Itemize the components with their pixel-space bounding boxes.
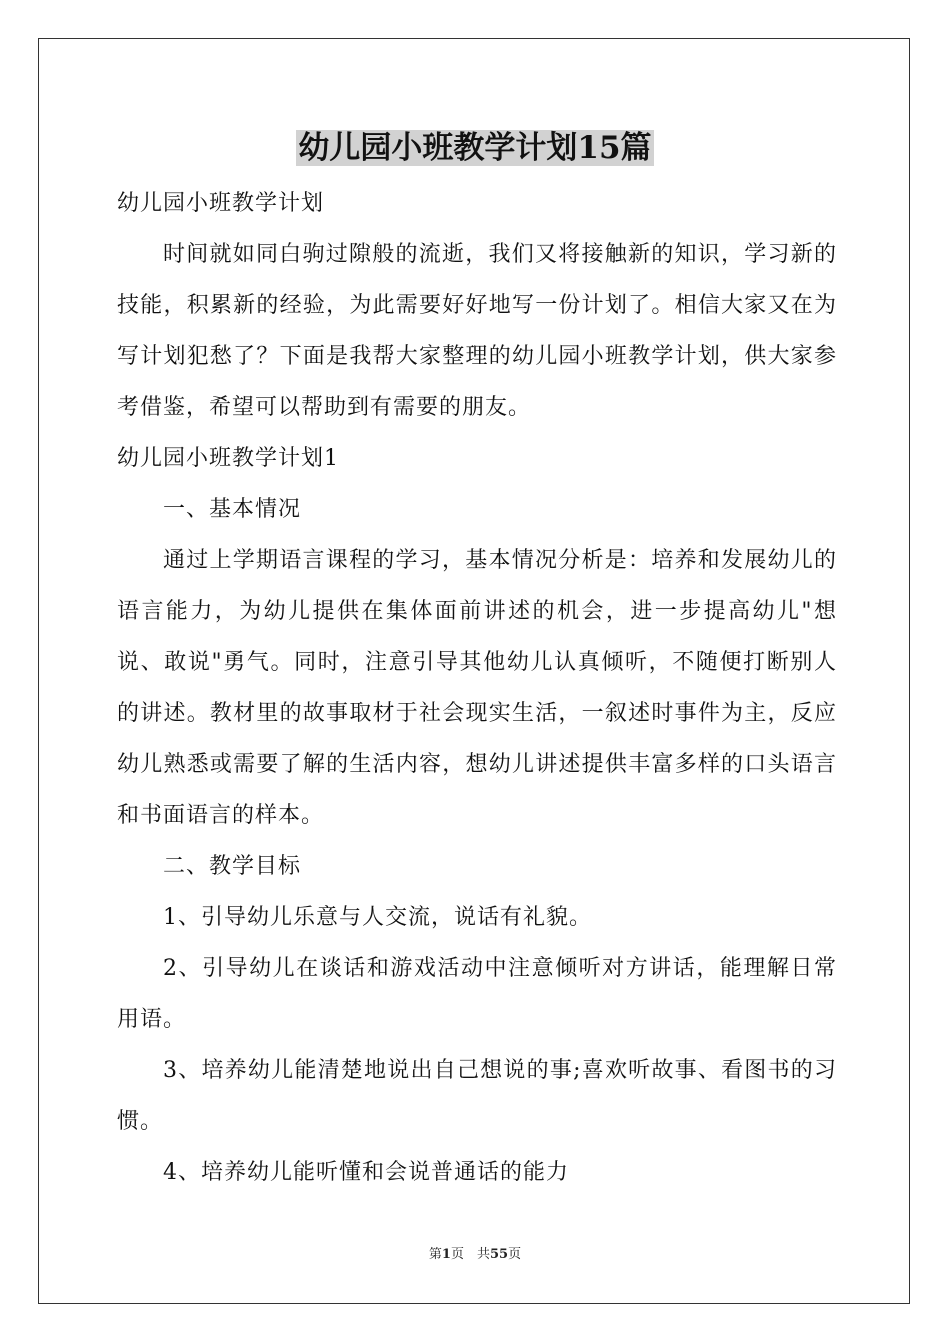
paragraph-goal-1: 1、引导幼儿乐意与人交流，说话有礼貌。 <box>163 905 592 930</box>
document-title <box>0 126 950 170</box>
footer-page-prefix: 第 <box>428 1247 442 1262</box>
paragraph-intro: 时间就如同白驹过隙般的流逝，我们又将接触新的知识，学习新的技能，积累新的经验，为此需要好好地写一份计划了。相信大家又在为写计划犯愁了？下面是我帮大家整理的幼儿园小班教学计划，供大家参考借鉴，希望可以帮助到有需要的朋友。 <box>117 242 837 420</box>
footer-page-current: 1 <box>441 1247 451 1262</box>
paragraph-goal-2: 2、引导幼儿在谈话和游戏活动中注意倾听对方讲话，能理解日常用语。 <box>117 956 837 1032</box>
page-footer <box>0 1246 950 1264</box>
footer-page-suffix: 页 <box>508 1247 522 1262</box>
paragraph-goal-4: 4、培养幼儿能听懂和会说普通话的能力 <box>163 1160 569 1185</box>
paragraph-subtitle: 幼儿园小班教学计划 <box>117 191 325 216</box>
footer-page-mid: 页 共 <box>450 1247 490 1262</box>
paragraph-heading-basic-situation: 一、基本情况 <box>163 497 302 522</box>
document-body <box>117 178 837 1198</box>
footer-page-total: 55 <box>489 1247 509 1262</box>
paragraph-section-heading: 幼儿园小班教学计划1 <box>117 446 339 471</box>
paragraph-heading-teaching-goals: 二、教学目标 <box>163 854 302 879</box>
paragraph-basic-situation: 通过上学期语言课程的学习，基本情况分析是：培养和发展幼儿的语言能力，为幼儿提供在集体面前讲述的机会，进一步提高幼儿"想说、敢说"勇气。同时，注意引导其他幼儿认真倾听，不随便打断别人的讲述。教材里的故事取材于社会现实生活，一叙述时事件为主，反应幼儿熟悉或需要了解的生活内容，想幼儿讲述提供丰富多样的口头语言和书面语言的样本。 <box>117 548 837 828</box>
document-title-text: 幼儿园小班教学计划15篇 <box>298 130 652 166</box>
paragraph-goal-3: 3、培养幼儿能清楚地说出自己想说的事;喜欢听故事、看图书的习惯。 <box>117 1058 837 1134</box>
